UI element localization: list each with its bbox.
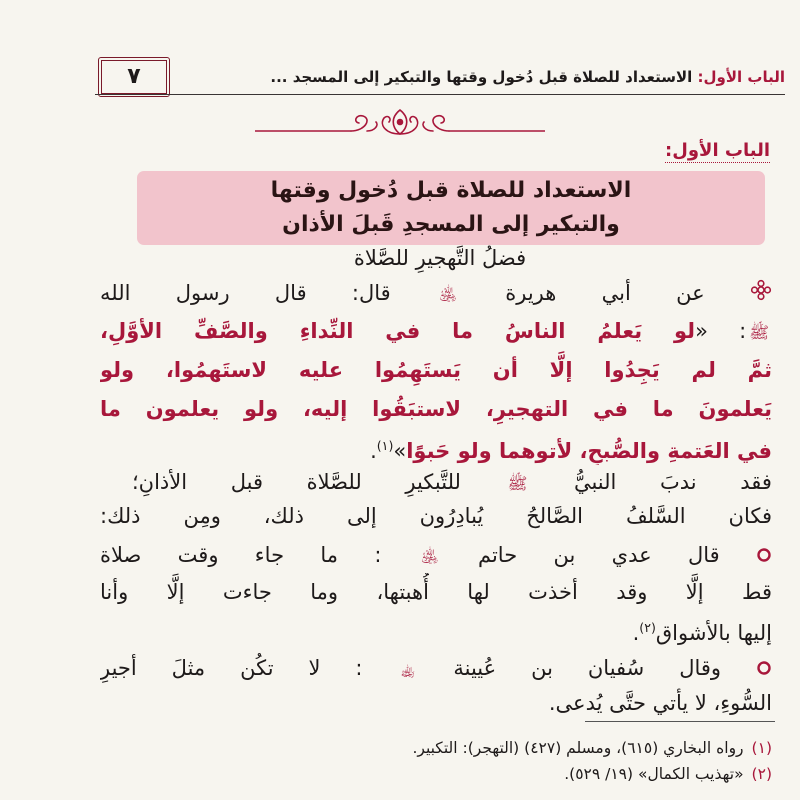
hadith-text: في العَتمةِ والصُّبحِ، لأتوهما ولو حَبوًا xyxy=(406,439,772,463)
running-header-chapter: الباب الأول: xyxy=(697,68,785,86)
hadith-line-4: يَعلمونَ ما في التهجيرِ، لاستبَقُوا إليه، ولو يعلمون ما xyxy=(100,397,772,421)
flower-bullet-icon xyxy=(750,275,772,312)
quote-text: إليها بالأشواق xyxy=(655,621,772,645)
honorific: ﷺ xyxy=(749,323,769,342)
page-number: ٧ xyxy=(98,57,170,97)
running-header-title: الاستعداد للصلاة قبل دُخول وقتها والتبكير إلى المسجد ... xyxy=(270,68,698,86)
chapter-title-line-2: والتبكير إلى المسجدِ قَبلَ الأذان xyxy=(282,212,620,237)
chapter-title-line-1: الاستعداد للصلاة قبل دُخول وقتها xyxy=(270,178,632,203)
footnote-2 xyxy=(100,763,772,785)
quote-text: قال عدي بن حاتم xyxy=(477,543,720,567)
honorific: ﷺ xyxy=(507,474,528,493)
quote-text: : لا تكُن مثلَ أجيرِ xyxy=(100,656,363,680)
hadith-line-2 xyxy=(100,312,772,350)
footnote-ref: (١) xyxy=(376,438,394,453)
footnote-1 xyxy=(100,737,772,759)
paragraph-line-1 xyxy=(132,463,772,501)
paragraph-line-2: فكان السَّلفُ الصَّالحُ يُبادِرُون إلى ذلك، ومِن ذلك: xyxy=(100,504,772,528)
quote2-line-2: السُّوءِ، لا يأتي حتَّى يُدعى. xyxy=(548,691,772,715)
hadith-narrator: عن أبي هريرة xyxy=(505,281,705,305)
footnote-text: «تهذيب الكمال» (١٩/ ٥٢٩). xyxy=(564,765,744,783)
paragraph-text: فقد ندبَ النبيُّ xyxy=(573,470,772,494)
paragraph-text: للتَّبكيرِ للصَّلاة قبل الأذانِ؛ xyxy=(132,470,461,494)
section-subheading: فضلُ التَّهجيرِ للصَّلاة xyxy=(353,246,527,270)
running-header xyxy=(185,68,785,86)
period: . xyxy=(370,439,377,463)
quote1-line-3 xyxy=(100,609,772,647)
chapter-label: الباب الأول: xyxy=(665,140,770,161)
hadith-close-quote: » xyxy=(393,439,407,463)
hadith-line-3: ثمَّ لم يَجِدُوا إلَّا أن يَستَهِمُوا عليه لاستَهمُوا، ولو xyxy=(100,358,772,382)
circle-bullet-icon xyxy=(756,537,772,574)
chapter-title-box xyxy=(137,171,765,245)
footnote-number: (٢) xyxy=(751,765,772,783)
footnote-ref: (٢) xyxy=(639,620,656,635)
quote2-line-1 xyxy=(100,649,772,687)
quote1-line-2: قط إلَّا وقد أخذت لها أُهبتها، وما جاءت إلَّا وأنا xyxy=(100,580,772,604)
footnote-number: (١) xyxy=(751,739,772,757)
honorific: ﵁ xyxy=(439,285,457,304)
quote1-line-1 xyxy=(100,536,772,574)
hadith-line-1 xyxy=(100,274,772,312)
hadith-intro: قال: قال رسول الله xyxy=(100,281,391,305)
quote-text: : ما جاء وقت صلاة xyxy=(100,543,382,567)
header-divider xyxy=(95,94,785,95)
floral-divider-icon xyxy=(255,107,545,139)
honorific: ﵁ xyxy=(420,547,439,566)
quote-text: وقال سُفيان بن عُيينة xyxy=(453,656,722,680)
hadith-text: لو يَعلمُ الناسُ ما في النِّداءِ والصَّفِّ الأوَّلِ، xyxy=(100,319,696,343)
hadith-open-quote: : « xyxy=(695,319,747,343)
circle-bullet-icon xyxy=(756,650,772,687)
footnote-text: رواه البخاري (٦١٥)، ومسلم (٤٢٧) (التهجر): التكبير. xyxy=(412,739,744,757)
period: . xyxy=(632,621,640,645)
honorific: ﵀ xyxy=(400,660,416,679)
hadith-line-5 xyxy=(100,427,772,465)
footnote-divider xyxy=(585,721,775,722)
